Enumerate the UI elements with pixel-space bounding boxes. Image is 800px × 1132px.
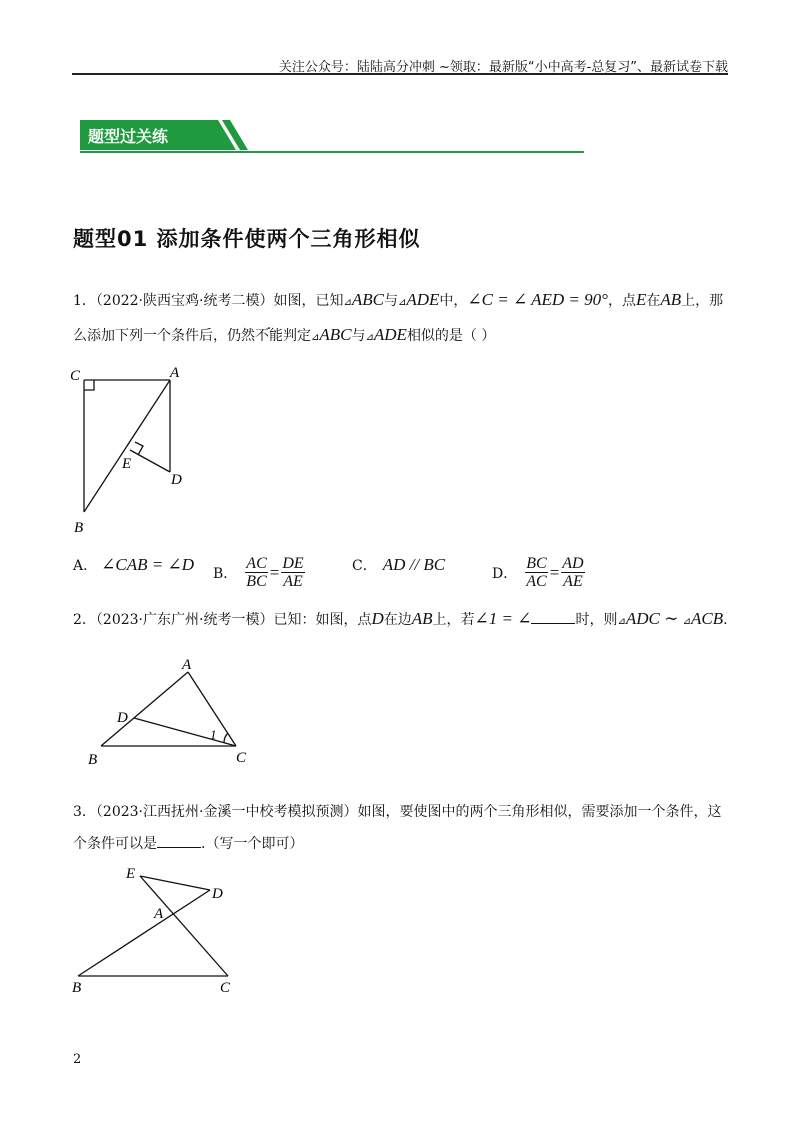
fig1-label-b: B xyxy=(74,520,84,536)
option-label: A． xyxy=(73,558,98,574)
option-text: AD // BC xyxy=(382,555,446,574)
q3-figure xyxy=(66,860,256,1000)
q1-source: （2022·陕西宝鸡·统考二模） xyxy=(95,293,274,309)
section-title: 题型01 添加条件使两个三角形相似 xyxy=(73,227,421,251)
q1-text: ，点 xyxy=(607,293,636,309)
option-text: ∠CAB = ∠D xyxy=(101,555,194,574)
q3-number: 3． xyxy=(73,804,96,820)
q1-text: 与 xyxy=(351,328,366,344)
header-rule xyxy=(72,73,728,75)
q1-text: 在 xyxy=(646,293,661,309)
q1-emphasis: 不能 xyxy=(255,328,283,344)
q1-triangle-1: ABC xyxy=(319,325,352,344)
fraction-numerator: DE xyxy=(282,555,304,572)
q2-figure xyxy=(84,652,254,772)
q3-text: 个条件可以是 xyxy=(73,836,157,852)
q1-triangle-1: ABC xyxy=(351,290,384,309)
q1-triangle-2: ADE xyxy=(406,290,440,309)
q1-text: 么添加下列一个条件后，仍然 xyxy=(73,328,255,344)
fig3-label-c: C xyxy=(220,980,231,996)
q1-text: 如图，已知 xyxy=(273,293,344,309)
q2-angle: ∠1 = ∠ xyxy=(474,609,532,628)
q1-text: 中， xyxy=(439,293,468,309)
fig2-label-b: B xyxy=(88,752,98,768)
q2-similar-2: ACB xyxy=(691,609,724,628)
page-header: 关注公众号：陆陆高分冲刺 ~领取：最新版“小中高考-总复习”、最新试卷下载 xyxy=(278,60,728,75)
q2-text: 上，若 xyxy=(432,612,475,628)
q1-text: 判定 xyxy=(283,328,311,344)
q2-source: （2023·广东广州·统考一模） xyxy=(95,612,274,628)
fig1-label-e: E xyxy=(122,456,132,472)
q1-text: 上，那 xyxy=(681,293,724,309)
fig3-label-e: E xyxy=(126,866,136,882)
fig1-label-a: A xyxy=(170,365,180,381)
q1-condition: ∠C = ∠ AED = 90° xyxy=(467,290,608,309)
fig3-label-d: D xyxy=(212,886,223,902)
q1-text: 与 xyxy=(383,293,398,309)
q2-text: 时，则 xyxy=(575,612,618,628)
fig2-label-d: D xyxy=(117,710,128,726)
q1-option-c[interactable] xyxy=(352,555,445,575)
q1-number: 1． xyxy=(73,293,96,309)
q1-option-a[interactable] xyxy=(73,555,194,575)
option-label: D． xyxy=(492,565,518,582)
q1-segment: AB xyxy=(660,290,682,309)
q1-triangle-2: ADE xyxy=(373,325,407,344)
q2-point: D xyxy=(371,609,384,628)
question-2: 2．（2023·广东广州·统考一模）已知：如图，点D在边AB上，若∠1 = ∠ 时，则⊿ADC ∼ ⊿ACB. xyxy=(73,609,728,628)
q2-number: 2． xyxy=(73,612,96,628)
fig3-label-b: B xyxy=(72,980,82,996)
q1-figure xyxy=(66,362,196,542)
fraction-denominator: AC xyxy=(526,573,547,590)
q3-source: （2023·江西抚州·金溪一中校考模拟预测） xyxy=(95,804,358,820)
q3-answer-blank[interactable] xyxy=(157,833,201,848)
fraction-numerator: AC xyxy=(246,555,267,572)
question-1: 1．（2022·陕西宝鸡·统考二模）如图，已知⊿ABC与⊿ADE中，∠C = ∠ AED = 90°，点E在AB上，那 么添加下列一个条件后，仍然不能判定⊿ABC与⊿ADE相似的是（ ） xyxy=(73,290,724,344)
q2-text: 已知：如图，点 xyxy=(273,612,372,628)
fig2-label-c: C xyxy=(236,750,247,766)
q2-segment: AB xyxy=(411,609,433,628)
question-3 xyxy=(73,796,733,860)
q3-text: .（写一个即可） xyxy=(201,836,304,852)
fraction-denominator: AE xyxy=(283,573,303,590)
q3-text: 如图，要使图中的两个三角形相似，需要添加一个条件，这 xyxy=(357,804,722,820)
option-label: B． xyxy=(213,565,238,582)
banner-label: 题型过关练 xyxy=(88,127,169,146)
fig3-label-a: A xyxy=(154,906,164,922)
fraction-numerator: AD xyxy=(562,555,584,572)
q1-text: 相似的是（ ） xyxy=(406,328,496,344)
fraction-denominator: BC xyxy=(246,573,267,590)
q2-answer-blank[interactable] xyxy=(531,609,575,624)
q1-option-d[interactable]: D． $\frac{BC}{AC}$ = $\frac{AD}{AE}$ xyxy=(492,555,584,590)
fig2-label-angle-1: 1 xyxy=(210,727,217,742)
fig1-label-d: D xyxy=(171,472,182,488)
q1-point: E xyxy=(635,290,647,309)
q1-option-b[interactable]: B． $\frac{AC}{BC}$ = $\frac{DE}{AE}$ xyxy=(213,555,304,590)
fraction-denominator: AE xyxy=(563,573,583,590)
fig1-label-c: C xyxy=(70,368,81,384)
q2-text: 在边 xyxy=(383,612,412,628)
q2-text: . xyxy=(723,612,728,628)
fig2-label-a: A xyxy=(182,657,192,673)
fraction-numerator: BC xyxy=(526,555,547,572)
page-number: 2 xyxy=(73,1052,82,1067)
q2-similar-1: ADC ∼ xyxy=(625,609,683,628)
option-label: C． xyxy=(352,558,377,574)
